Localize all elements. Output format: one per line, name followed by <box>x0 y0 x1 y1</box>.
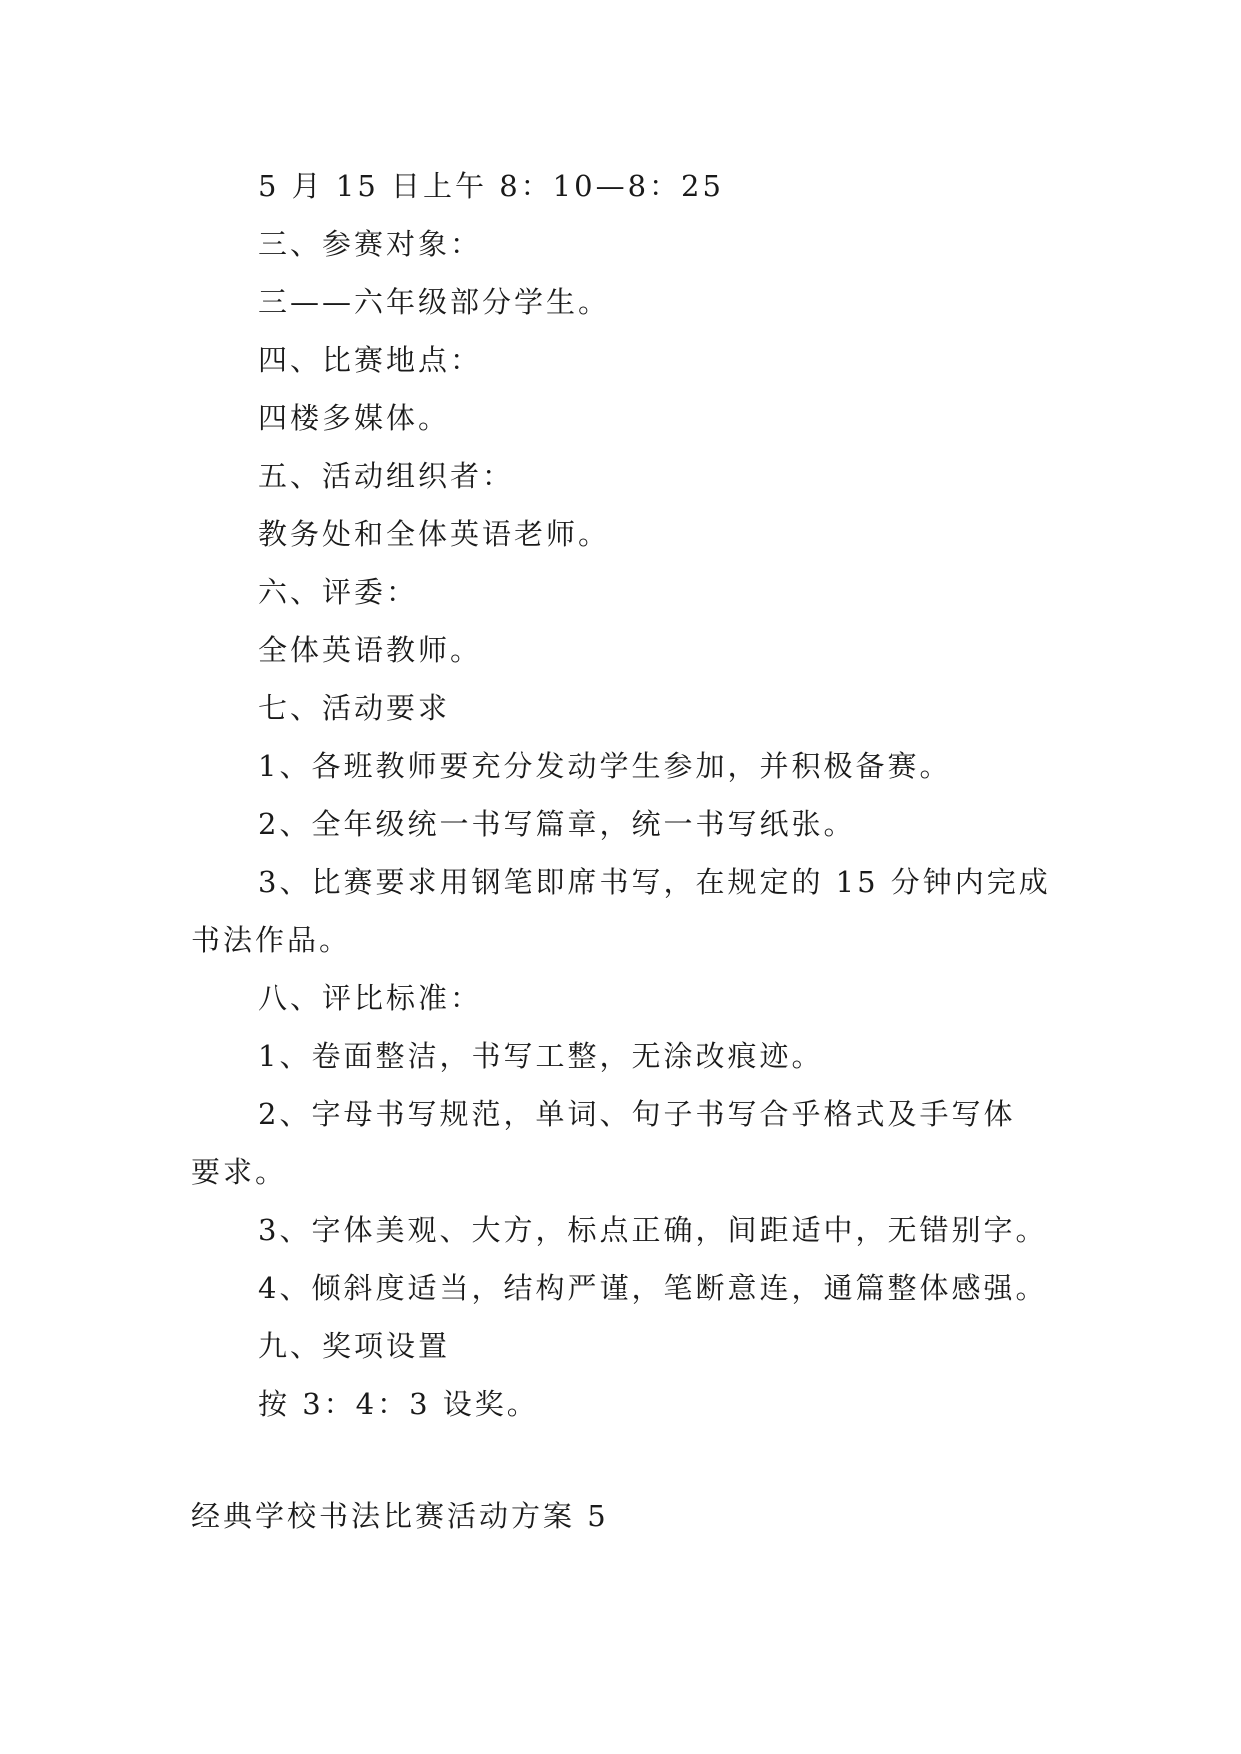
criteria-item-3: 3、字体美观、大方，标点正确，间距适中，无错别字。 <box>258 1213 1048 1247</box>
criteria-item-2-continued: 要求。 <box>191 1155 288 1189</box>
criteria-item-1: 1、卷面整洁，书写工整，无涂改痕迹。 <box>258 1039 824 1073</box>
section-heading-awards: 九、奖项设置 <box>258 1329 451 1363</box>
next-plan-heading: 经典学校书法比赛活动方案 5 <box>191 1499 609 1533</box>
section-heading-participants: 三、参赛对象： <box>258 227 483 261</box>
requirement-item-1: 1、各班教师要充分发动学生参加，并积极备赛。 <box>258 749 952 783</box>
awards-text: 按 3：4：3 设奖。 <box>258 1387 539 1421</box>
requirement-item-3: 3、比赛要求用钢笔即席书写，在规定的 15 分钟内完成 <box>258 865 1051 899</box>
section-heading-judges: 六、评委： <box>258 575 419 609</box>
section-heading-criteria: 八、评比标准： <box>258 981 483 1015</box>
participants-text: 三——六年级部分学生。 <box>258 285 611 319</box>
section-heading-organizer: 五、活动组织者： <box>258 459 515 493</box>
criteria-item-4: 4、倾斜度适当，结构严谨，笔断意连，通篇整体感强。 <box>258 1271 1048 1305</box>
judges-text: 全体英语教师。 <box>258 633 483 667</box>
requirement-item-3-continued: 书法作品。 <box>191 923 352 957</box>
schedule-time: 5 月 15 日上午 8：10—8：25 <box>258 169 724 203</box>
venue-text: 四楼多媒体。 <box>258 401 451 435</box>
requirement-item-2: 2、全年级统一书写篇章，统一书写纸张。 <box>258 807 856 841</box>
section-heading-venue: 四、比赛地点： <box>258 343 483 377</box>
criteria-item-2: 2、字母书写规范，单词、句子书写合乎格式及手写体 <box>258 1097 1016 1131</box>
section-heading-requirements: 七、活动要求 <box>258 691 451 725</box>
organizer-text: 教务处和全体英语老师。 <box>258 517 611 551</box>
